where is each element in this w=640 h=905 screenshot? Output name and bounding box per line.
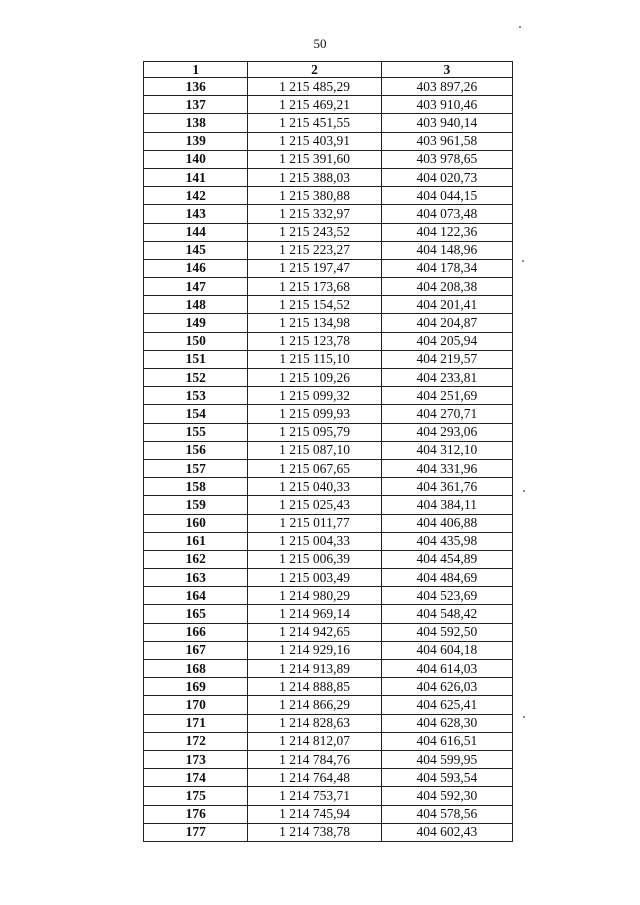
point-number-cell: 149	[144, 314, 248, 332]
table-row	[144, 150, 513, 168]
x-coordinate-cell: 1 215 087,10	[248, 441, 381, 459]
y-coordinate-cell: 404 219,57	[381, 350, 512, 368]
table-row	[144, 550, 513, 568]
x-coordinate-cell: 1 215 134,98	[248, 314, 381, 332]
point-number-cell: 153	[144, 387, 248, 405]
column-header-2: 2	[248, 62, 381, 78]
point-number-cell: 164	[144, 587, 248, 605]
point-number-cell: 170	[144, 696, 248, 714]
point-number-cell: 175	[144, 787, 248, 805]
column-header-3: 3	[381, 62, 512, 78]
table-row	[144, 678, 513, 696]
y-coordinate-cell: 404 592,50	[381, 623, 512, 641]
table-row	[144, 641, 513, 659]
x-coordinate-cell: 1 215 095,79	[248, 423, 381, 441]
x-coordinate-cell: 1 215 099,93	[248, 405, 381, 423]
y-coordinate-cell: 404 312,10	[381, 441, 512, 459]
x-coordinate-cell: 1 215 004,33	[248, 532, 381, 550]
table-row	[144, 187, 513, 205]
point-number-cell: 176	[144, 805, 248, 823]
x-coordinate-cell: 1 215 223,27	[248, 241, 381, 259]
table-row	[144, 278, 513, 296]
table-row	[144, 769, 513, 787]
table-row	[144, 605, 513, 623]
point-number-cell: 168	[144, 660, 248, 678]
x-coordinate-cell: 1 215 099,32	[248, 387, 381, 405]
table-row	[144, 369, 513, 387]
x-coordinate-cell: 1 215 391,60	[248, 150, 381, 168]
table-row	[144, 350, 513, 368]
y-coordinate-cell: 404 626,03	[381, 678, 512, 696]
table-row	[144, 787, 513, 805]
table-row	[144, 296, 513, 314]
table-row	[144, 423, 513, 441]
point-number-cell: 141	[144, 168, 248, 186]
x-coordinate-cell: 1 214 888,85	[248, 678, 381, 696]
point-number-cell: 138	[144, 114, 248, 132]
point-number-cell: 163	[144, 569, 248, 587]
table-row	[144, 223, 513, 241]
point-number-cell: 166	[144, 623, 248, 641]
x-coordinate-cell: 1 215 154,52	[248, 296, 381, 314]
point-number-cell: 167	[144, 641, 248, 659]
scan-speck	[523, 716, 525, 718]
scan-speck	[523, 490, 525, 492]
x-coordinate-cell: 1 215 123,78	[248, 332, 381, 350]
x-coordinate-cell: 1 214 828,63	[248, 714, 381, 732]
y-coordinate-cell: 404 205,94	[381, 332, 512, 350]
point-number-cell: 177	[144, 823, 248, 841]
table-row	[144, 96, 513, 114]
table-row	[144, 805, 513, 823]
x-coordinate-cell: 1 215 451,55	[248, 114, 381, 132]
y-coordinate-cell: 404 384,11	[381, 496, 512, 514]
point-number-cell: 174	[144, 769, 248, 787]
point-number-cell: 148	[144, 296, 248, 314]
y-coordinate-cell: 404 293,06	[381, 423, 512, 441]
y-coordinate-cell: 404 178,34	[381, 259, 512, 277]
scan-speck	[522, 260, 524, 262]
table-row	[144, 478, 513, 496]
point-number-cell: 171	[144, 714, 248, 732]
y-coordinate-cell: 404 614,03	[381, 660, 512, 678]
table-row	[144, 114, 513, 132]
point-number-cell: 173	[144, 750, 248, 768]
x-coordinate-cell: 1 215 067,65	[248, 459, 381, 477]
y-coordinate-cell: 404 208,38	[381, 278, 512, 296]
point-number-cell: 140	[144, 150, 248, 168]
x-coordinate-cell: 1 215 469,21	[248, 96, 381, 114]
y-coordinate-cell: 404 602,43	[381, 823, 512, 841]
table-row	[144, 496, 513, 514]
y-coordinate-cell: 404 148,96	[381, 241, 512, 259]
y-coordinate-cell: 404 616,51	[381, 732, 512, 750]
table-row	[144, 259, 513, 277]
point-number-cell: 139	[144, 132, 248, 150]
table-row	[144, 332, 513, 350]
table-row	[144, 441, 513, 459]
x-coordinate-cell: 1 214 913,89	[248, 660, 381, 678]
y-coordinate-cell: 404 604,18	[381, 641, 512, 659]
y-coordinate-cell: 403 940,14	[381, 114, 512, 132]
point-number-cell: 169	[144, 678, 248, 696]
x-coordinate-cell: 1 215 109,26	[248, 369, 381, 387]
x-coordinate-cell: 1 215 006,39	[248, 550, 381, 568]
x-coordinate-cell: 1 214 866,29	[248, 696, 381, 714]
point-number-cell: 158	[144, 478, 248, 496]
point-number-cell: 136	[144, 78, 248, 96]
y-coordinate-cell: 404 625,41	[381, 696, 512, 714]
point-number-cell: 152	[144, 369, 248, 387]
point-number-cell: 144	[144, 223, 248, 241]
y-coordinate-cell: 404 484,69	[381, 569, 512, 587]
table-row	[144, 532, 513, 550]
table-row	[144, 823, 513, 841]
y-coordinate-cell: 404 592,30	[381, 787, 512, 805]
point-number-cell: 159	[144, 496, 248, 514]
y-coordinate-cell: 404 599,95	[381, 750, 512, 768]
y-coordinate-cell: 404 361,76	[381, 478, 512, 496]
x-coordinate-cell: 1 214 764,48	[248, 769, 381, 787]
point-number-cell: 137	[144, 96, 248, 114]
point-number-cell: 142	[144, 187, 248, 205]
table-row	[144, 78, 513, 96]
table-row	[144, 714, 513, 732]
y-coordinate-cell: 404 331,96	[381, 459, 512, 477]
y-coordinate-cell: 404 628,30	[381, 714, 512, 732]
y-coordinate-cell: 404 406,88	[381, 514, 512, 532]
table-row	[144, 587, 513, 605]
x-coordinate-cell: 1 215 380,88	[248, 187, 381, 205]
point-number-cell: 156	[144, 441, 248, 459]
scan-speck	[519, 26, 521, 28]
point-number-cell: 143	[144, 205, 248, 223]
y-coordinate-cell: 404 548,42	[381, 605, 512, 623]
x-coordinate-cell: 1 214 753,71	[248, 787, 381, 805]
table-body	[144, 78, 513, 842]
x-coordinate-cell: 1 215 173,68	[248, 278, 381, 296]
x-coordinate-cell: 1 215 115,10	[248, 350, 381, 368]
table-row	[144, 660, 513, 678]
x-coordinate-cell: 1 214 942,65	[248, 623, 381, 641]
y-coordinate-cell: 403 910,46	[381, 96, 512, 114]
x-coordinate-cell: 1 215 243,52	[248, 223, 381, 241]
y-coordinate-cell: 404 593,54	[381, 769, 512, 787]
y-coordinate-cell: 404 523,69	[381, 587, 512, 605]
x-coordinate-cell: 1 215 388,03	[248, 168, 381, 186]
table-row	[144, 623, 513, 641]
x-coordinate-cell: 1 215 003,49	[248, 569, 381, 587]
y-coordinate-cell: 403 961,58	[381, 132, 512, 150]
x-coordinate-cell: 1 215 332,97	[248, 205, 381, 223]
y-coordinate-cell: 403 978,65	[381, 150, 512, 168]
point-number-cell: 151	[144, 350, 248, 368]
x-coordinate-cell: 1 214 980,29	[248, 587, 381, 605]
y-coordinate-cell: 404 204,87	[381, 314, 512, 332]
y-coordinate-cell: 404 044,15	[381, 187, 512, 205]
x-coordinate-cell: 1 215 197,47	[248, 259, 381, 277]
coordinates-table	[143, 61, 513, 842]
table-row	[144, 387, 513, 405]
y-coordinate-cell: 404 251,69	[381, 387, 512, 405]
x-coordinate-cell: 1 214 929,16	[248, 641, 381, 659]
point-number-cell: 150	[144, 332, 248, 350]
x-coordinate-cell: 1 214 745,94	[248, 805, 381, 823]
table-row	[144, 205, 513, 223]
table-row	[144, 569, 513, 587]
table-row	[144, 132, 513, 150]
y-coordinate-cell: 404 270,71	[381, 405, 512, 423]
point-number-cell: 165	[144, 605, 248, 623]
y-coordinate-cell: 404 122,36	[381, 223, 512, 241]
table-header-row	[144, 62, 513, 78]
page-number: 50	[313, 36, 327, 51]
table-row	[144, 314, 513, 332]
point-number-cell: 146	[144, 259, 248, 277]
x-coordinate-cell: 1 214 738,78	[248, 823, 381, 841]
x-coordinate-cell: 1 214 969,14	[248, 605, 381, 623]
point-number-cell: 160	[144, 514, 248, 532]
x-coordinate-cell: 1 215 025,43	[248, 496, 381, 514]
y-coordinate-cell: 404 233,81	[381, 369, 512, 387]
x-coordinate-cell: 1 215 485,29	[248, 78, 381, 96]
point-number-cell: 157	[144, 459, 248, 477]
point-number-cell: 145	[144, 241, 248, 259]
y-coordinate-cell: 404 201,41	[381, 296, 512, 314]
y-coordinate-cell: 403 897,26	[381, 78, 512, 96]
point-number-cell: 155	[144, 423, 248, 441]
x-coordinate-cell: 1 214 784,76	[248, 750, 381, 768]
table-row	[144, 514, 513, 532]
table-row	[144, 241, 513, 259]
point-number-cell: 172	[144, 732, 248, 750]
point-number-cell: 147	[144, 278, 248, 296]
column-header-1: 1	[144, 62, 248, 78]
y-coordinate-cell: 404 435,98	[381, 532, 512, 550]
y-coordinate-cell: 404 073,48	[381, 205, 512, 223]
x-coordinate-cell: 1 215 011,77	[248, 514, 381, 532]
table-row	[144, 405, 513, 423]
table-row	[144, 732, 513, 750]
y-coordinate-cell: 404 454,89	[381, 550, 512, 568]
x-coordinate-cell: 1 214 812,07	[248, 732, 381, 750]
table-row	[144, 696, 513, 714]
y-coordinate-cell: 404 578,56	[381, 805, 512, 823]
table-row	[144, 750, 513, 768]
point-number-cell: 161	[144, 532, 248, 550]
y-coordinate-cell: 404 020,73	[381, 168, 512, 186]
table-row	[144, 168, 513, 186]
x-coordinate-cell: 1 215 403,91	[248, 132, 381, 150]
point-number-cell: 162	[144, 550, 248, 568]
x-coordinate-cell: 1 215 040,33	[248, 478, 381, 496]
point-number-cell: 154	[144, 405, 248, 423]
table-row	[144, 459, 513, 477]
